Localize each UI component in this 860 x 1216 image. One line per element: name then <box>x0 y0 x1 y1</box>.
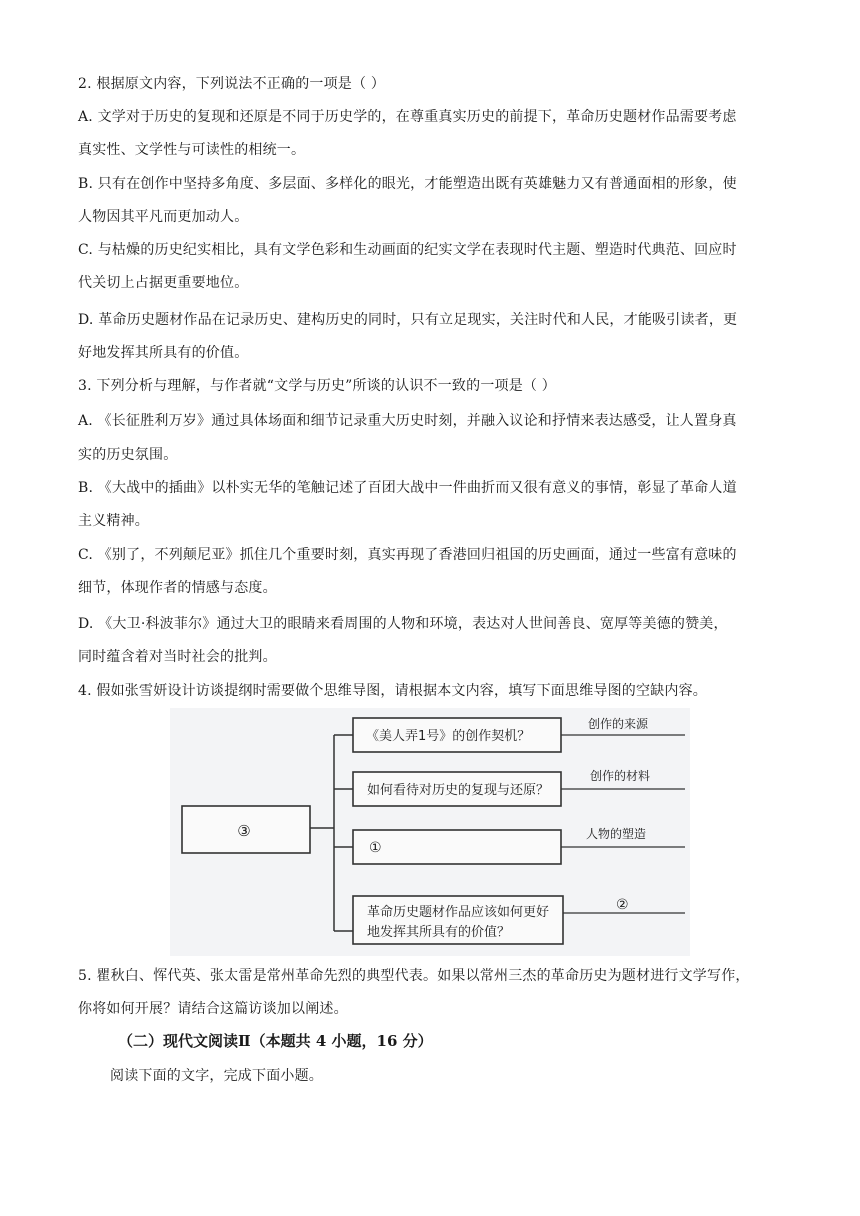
mind-map-branch-2-label: 如何看待对历史的复现与还原？ <box>367 783 550 798</box>
mind-map-branch-4-tag: ② <box>616 897 629 913</box>
mind-map-branch-1-label: 《美人弄1号》的创作契机？ <box>366 729 531 744</box>
q3-option-b-line2: 主义精神。 <box>78 513 149 529</box>
q4-stem: 4. 假如张雪妍设计访谈提纲时需要做个思维导图，请根据本文内容，填写下面思维导图的空缺内容。 <box>78 683 708 699</box>
q2-option-a-line2: 真实性、文学性与可读性的相统一。 <box>78 142 306 158</box>
q2-option-b-line2: 人物因其平凡而更加动人。 <box>78 209 249 225</box>
section-heading: （二）现代文阅读Ⅱ（本题共 4 小题，16 分） <box>118 1032 433 1050</box>
q3-option-b-line1: B. 《大战中的插曲》以朴实无华的笔触记述了百团大战中一件曲折而又很有意义的事情，彰显了革命人道 <box>78 480 737 496</box>
mind-map-graphic <box>170 708 690 956</box>
q2-option-d-line1: D. 革命历史题材作品在记录历史、建构历史的同时，只有立足现实，关注时代和人民，才能吸引读者，更 <box>78 312 738 328</box>
q3-option-d-line1: D. 《大卫·科波菲尔》通过大卫的眼睛来看周围的人物和环境，表达对人世间善良、宽厚等美德的赞美， <box>78 616 728 632</box>
q2-option-c-line2: 代关切上占据更重要地位。 <box>78 275 249 291</box>
q2-option-d-line2: 好地发挥其所具有的价值。 <box>78 345 249 361</box>
q3-option-d-line2: 同时蕴含着对当时社会的批判。 <box>78 649 277 665</box>
q3-option-a-line1: A. 《长征胜利万岁》通过具体场面和细节记录重大历史时刻，并融入议论和抒情来表达感受，让人置身真 <box>78 413 737 429</box>
mind-map-branch-4-label-line2: 地发挥其所具有的价值？ <box>367 925 511 940</box>
q2-option-b-line1: B. 只有在创作中坚持多角度、多层面、多样化的眼光，才能塑造出既有英雄魅力又有普通面相的形象，使 <box>78 176 737 192</box>
mind-map-branch-1-tag: 创作的来源 <box>588 717 649 731</box>
mind-map-branch-4-label-line1: 革命历史题材作品应该如何更好 <box>367 905 550 920</box>
q2-option-c-line1: C. 与枯燥的历史纪实相比，具有文学色彩和生动画面的纪实文学在表现时代主题、塑造时代典范、回应时 <box>78 242 737 258</box>
mind-map-branch-3-label: ① <box>369 840 382 856</box>
q3-stem: 3. 下列分析与理解，与作者就“文学与历史”所谈的认识不一致的一项是（ ） <box>78 378 556 394</box>
q2-option-a-line1: A. 文学对于历史的复现和还原是不同于历史学的，在尊重真实历史的前提下，革命历史题材作品需要考虑 <box>78 109 737 125</box>
mind-map <box>170 708 690 956</box>
mind-map-branch-3-tag: 人物的塑造 <box>586 827 647 841</box>
q2-stem: 2. 根据原文内容，下列说法不正确的一项是（ ） <box>78 76 386 92</box>
mind-map-branch-2-tag: 创作的材料 <box>590 769 651 783</box>
mind-map-root-label: ③ <box>237 822 251 840</box>
q3-option-c-line1: C. 《别了，不列颠尼亚》抓住几个重要时刻，真实再现了香港回归祖国的历史画面，通过一些富有意味的 <box>78 547 737 563</box>
q3-option-c-line2: 细节，体现作者的情感与态度。 <box>78 580 277 596</box>
q5-line1: 5. 瞿秋白、恽代英、张太雷是常州革命先烈的典型代表。如果以常州三杰的革命历史为题材进行文学写作， <box>78 968 750 984</box>
mind-map-connectors <box>310 735 353 931</box>
q3-option-a-line2: 实的历史氛围。 <box>78 447 178 463</box>
mind-map-branch-3-box <box>353 830 561 864</box>
q5-line2: 你将如何开展？请结合这篇访谈加以阐述。 <box>78 1001 348 1017</box>
section-instruction: 阅读下面的文字，完成下面小题。 <box>110 1068 323 1084</box>
